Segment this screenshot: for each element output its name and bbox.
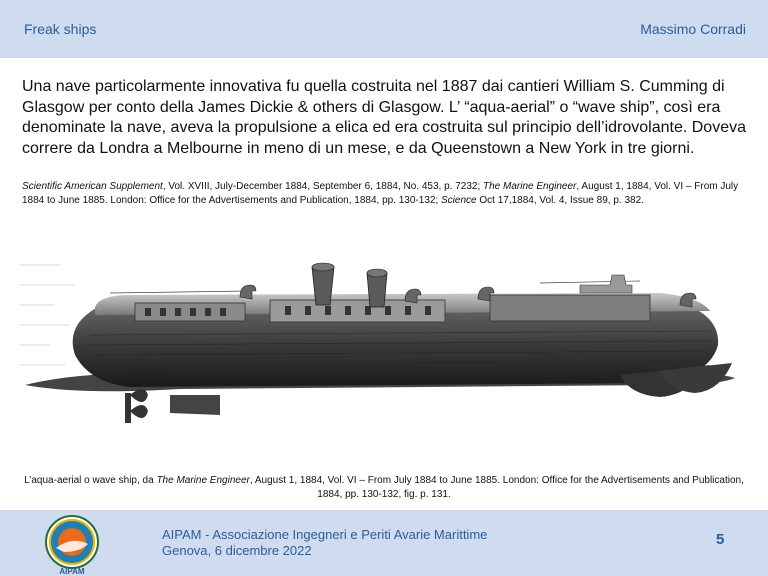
caption-source-title: The Marine Engineer: [156, 475, 250, 486]
footer-organization: AIPAM - Associazione Ingegneri e Periti Avarie Marittime: [162, 527, 488, 542]
citation-source2-detail: , August 1, 1884, Vol. VI – From July 1884 to June 1885. London: Office for the Advertisements and Publication, 1884, pp. 130-132;: [22, 181, 739, 206]
citation-source3-detail: Oct 17,1884, Vol. 4, Issue 89, p. 382.: [476, 195, 644, 206]
citation-source3-title: Science: [441, 195, 477, 206]
presentation-title: Freak ships: [24, 21, 97, 37]
author-name: Massimo Corradi: [640, 21, 746, 37]
page-number: 5: [716, 531, 725, 548]
footer-place-date: Genova, 6 dicembre 2022: [162, 543, 312, 558]
body-paragraph: Una nave particolarmente innovativa fu quella costruita nel 1887 dai cantieri William S. Cumming di Glasgow per conto della James Dickie & others di Glasgow. L’ “aqua-aerial” o “wave ship”, così era denominate la nave, aveva la propulsione a elica ed era costruita sul principio dell’idrovolante. Doveva correre da Londra a Melbourne in meno di un mese, e da Queenstown a New York in tre giorni.: [22, 78, 746, 157]
citation-block: [22, 180, 750, 208]
footer-bar: [0, 510, 768, 576]
logo-text: AIPAM: [59, 567, 85, 576]
caption-source-detail: , August 1, 1884, Vol. VI – From July 1884 to June 1885. London: Office for the Advertisements and Publication, 1884, pp. 130-132, fig. p. 131.: [249, 475, 744, 500]
citation-source1-title: Scientific American Supplement: [22, 181, 163, 192]
citation-source2-title: The Marine Engineer: [483, 181, 577, 192]
figure-caption: [20, 474, 748, 502]
citation-source1-detail: , Vol. XVIII, July-December 1884, September 6, 1884, No. 453, p. 7232;: [162, 181, 483, 192]
caption-prefix: L’aqua-aerial o wave ship, da: [24, 475, 157, 486]
header-bar: [0, 0, 768, 58]
ship-illustration: [20, 245, 740, 460]
aipam-logo: [40, 514, 104, 576]
